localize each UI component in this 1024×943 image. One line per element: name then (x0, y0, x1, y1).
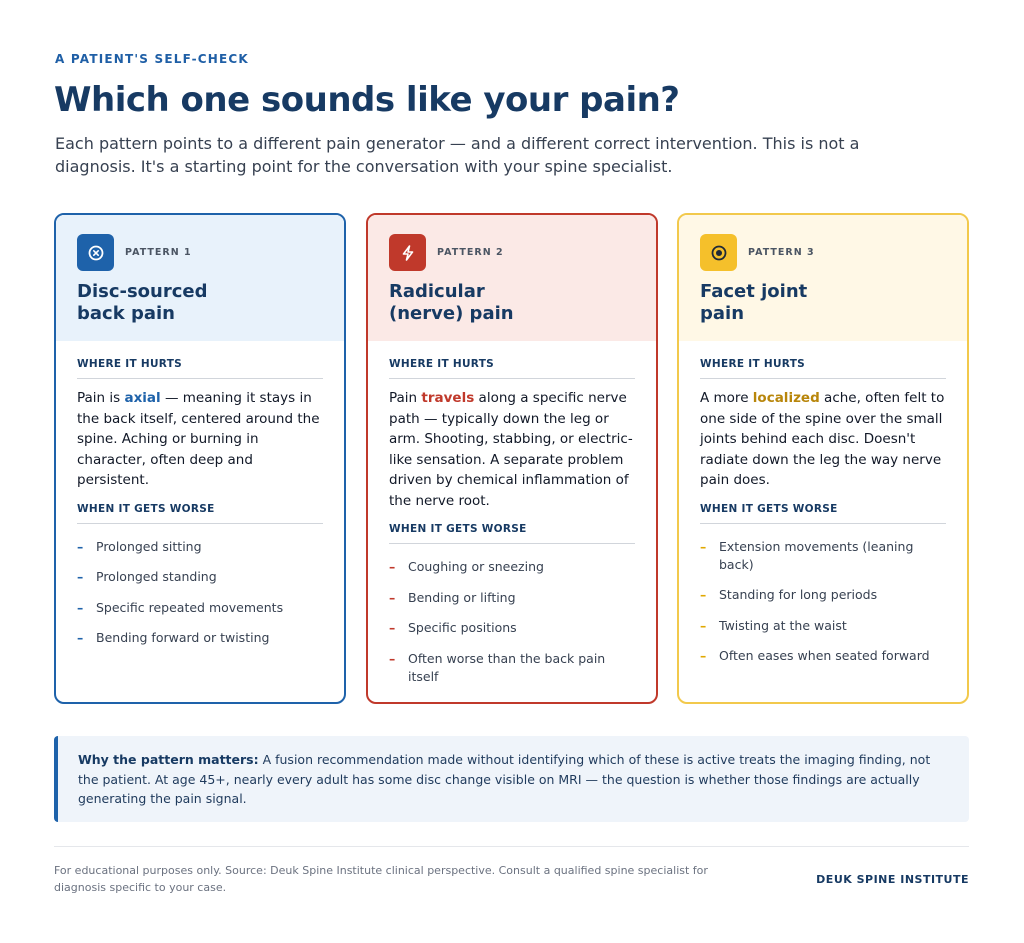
trigger-list (700, 524, 946, 666)
list-item-text: Specific positions (408, 620, 517, 635)
list-item (700, 647, 946, 665)
card-header (56, 215, 344, 341)
pain-description (700, 379, 946, 503)
dash-icon: – (77, 599, 84, 615)
desc-text: Pain is (77, 390, 125, 406)
list-item-text: Specific repeated movements (96, 599, 284, 615)
footer-divider (54, 846, 969, 847)
where-label: WHERE IT HURTS (77, 358, 323, 379)
dash-icon: – (389, 650, 396, 666)
worse-label: WHEN IT GETS WORSE (389, 523, 635, 544)
card-title-line: Radicular (389, 281, 485, 302)
list-item (389, 558, 635, 576)
dash-icon: – (77, 569, 84, 584)
card-body (56, 341, 344, 647)
pattern-card-disc (54, 213, 346, 704)
callout-text: A fusion recommendation made without identifying which of these is active treats the imaging finding, not the patient. At age 45+, nearly every adult has some disc change visible on MRI — the question is whether those findings are actually generating the pain signal. (78, 752, 931, 806)
pattern-label: PATTERN 1 (125, 247, 192, 258)
highlight-term: localized (752, 390, 820, 406)
card-title-line: Disc-sourced (77, 281, 208, 302)
dash-icon: – (77, 630, 84, 645)
list-item (700, 586, 946, 604)
disclaimer: For educational purposes only. Source: Deuk Spine Institute clinical perspective. Consult a qualified spine specialist for diagnosis specific to your case. (54, 864, 708, 894)
dash-icon: – (700, 617, 707, 633)
dash-icon: – (700, 648, 707, 663)
pain-description (389, 379, 635, 523)
card-header (679, 215, 967, 341)
list-item (77, 568, 323, 586)
list-item-text: Bending or lifting (408, 589, 516, 605)
dash-icon: – (77, 538, 84, 554)
dash-icon: – (389, 589, 396, 605)
card-title (700, 281, 950, 325)
dash-icon: – (700, 538, 707, 554)
pattern-label: PATTERN 2 (437, 247, 504, 258)
list-item (700, 617, 946, 635)
worse-label: WHEN IT GETS WORSE (700, 503, 946, 524)
lightning-icon (389, 234, 426, 271)
trigger-list (77, 524, 323, 648)
callout-lead: Why the pattern matters: (78, 752, 259, 767)
list-item (77, 599, 323, 617)
highlight-term: axial (124, 390, 161, 406)
eyebrow-label: A PATIENT'S SELF-CHECK (55, 52, 249, 66)
list-item-text: Standing for long periods (719, 587, 878, 602)
card-title-line: pain (700, 303, 745, 324)
where-label: WHERE IT HURTS (700, 358, 946, 379)
desc-text: A more (700, 390, 753, 406)
where-label: WHERE IT HURTS (389, 358, 635, 379)
desc-text: — meaning it stays in the back itself, centered around the spine. Aching or burning in character, often deep and persistent. (77, 390, 320, 488)
pattern-card-radicular (366, 213, 658, 704)
pain-description (77, 379, 323, 503)
card-header (368, 215, 656, 341)
card-title-line: (nerve) pain (389, 303, 514, 324)
list-item-text: Extension movements (leaning back) (719, 538, 914, 572)
list-item (77, 629, 323, 647)
card-title (389, 281, 639, 325)
target-icon (700, 234, 737, 271)
list-item-text: Often worse than the back pain itself (408, 650, 606, 684)
list-item (389, 589, 635, 607)
why-pattern-callout (54, 736, 969, 822)
disc-icon (77, 234, 114, 271)
list-item-text: Often eases when seated forward (719, 648, 930, 663)
list-item-text: Prolonged standing (96, 569, 217, 584)
dash-icon: – (389, 620, 396, 635)
trigger-list (389, 544, 635, 686)
list-item-text: Twisting at the waist (719, 617, 847, 633)
card-body (368, 341, 656, 686)
brand-name: DEUK SPINE INSTITUTE (816, 873, 969, 886)
intro-paragraph: Each pattern points to a different pain generator — and a different correct intervention. This is not a diagnosis. It's a starting point for the conversation with your spine specialist. (55, 134, 860, 176)
list-item (389, 619, 635, 637)
list-item-text: Coughing or sneezing (408, 559, 544, 574)
list-item (700, 538, 946, 574)
desc-text: Pain (389, 390, 422, 406)
card-title-line: back pain (77, 303, 175, 324)
desc-text: along a specific nerve path — typically down the leg or arm. Shooting, stabbing, or electric-like sensation. A separate problem driven by chemical inflammation of the nerve root. (389, 390, 633, 509)
page-title: Which one sounds like your pain? (54, 80, 680, 120)
worse-label: WHEN IT GETS WORSE (77, 503, 323, 524)
highlight-term: travels (421, 390, 475, 406)
desc-text: ache, often felt to one side of the spine over the small joints behind each disc. Doesn't radiate down the leg the way nerve pain does. (700, 390, 945, 488)
list-item (77, 538, 323, 556)
list-item-text: Bending forward or twisting (96, 630, 270, 645)
pattern-card-facet (677, 213, 969, 704)
card-title (77, 281, 327, 325)
dash-icon: – (700, 587, 707, 602)
list-item-text: Prolonged sitting (96, 538, 202, 554)
dash-icon: – (389, 559, 396, 574)
list-item (389, 650, 635, 686)
card-title-line: Facet joint (700, 281, 808, 302)
pattern-label: PATTERN 3 (748, 247, 815, 258)
card-body (679, 341, 967, 665)
